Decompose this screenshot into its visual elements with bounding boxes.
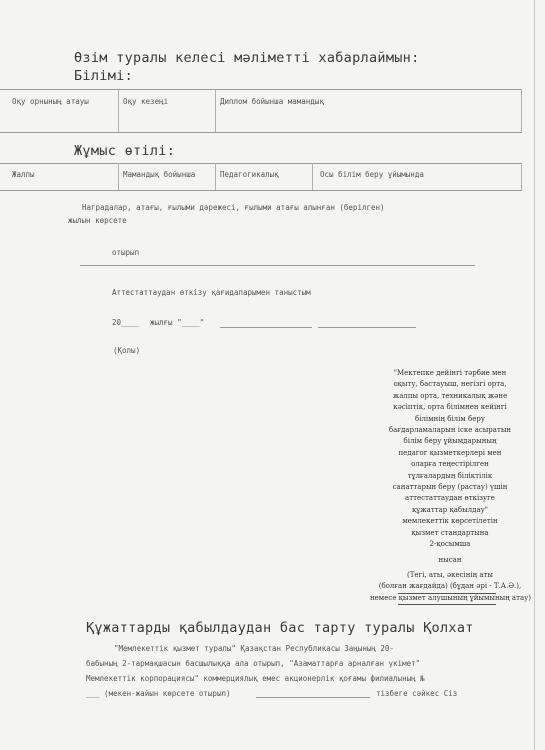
fill-line <box>256 697 370 698</box>
name-caption: (Тегі, аты, әкесінің аты <box>406 570 494 579</box>
name-caption: немесе қызмет алушының ұйымының атау) <box>370 593 531 602</box>
scan-edge <box>534 0 535 750</box>
appendix-line: тұлғалардың біліктілік <box>407 471 493 480</box>
appendix-line: оқыту, бастауыш, негізгі орта, <box>393 380 507 389</box>
refusal-paragraph: ___ (мекен-жайын көрсете отырып) <box>86 689 231 698</box>
table-divider <box>118 163 119 190</box>
education-title: Білімі: <box>74 68 133 84</box>
appendix-line: бағдарламаларын іске асыратын <box>388 426 512 435</box>
appendix-line: қызмет стандартына <box>411 528 489 537</box>
signature-label: (Қолы) <box>113 346 141 355</box>
table-header: Осы білім беру ұйымында <box>320 170 424 179</box>
intro-line: Өзім туралы келесі мәліметті хабарлаймын: <box>74 50 420 66</box>
appendix-note <box>370 368 530 604</box>
table-divider <box>118 89 119 132</box>
table-border <box>0 190 522 191</box>
awards-line: Наградалар, атағы, ғылыми дәрежесі, ғылыми атағы алынған (берілген) <box>82 203 385 212</box>
appendix-line: оларға теңестірілген <box>411 460 489 469</box>
table-header: Оқу орнының атауы <box>12 97 89 106</box>
awards-line: отырып <box>112 248 140 257</box>
refusal-paragraph: "Мемлекеттік қызмет туралы" Қазақстан Республикасы Заңының 20- <box>114 644 394 653</box>
appendix-line: құжаттар қабылдау" <box>412 505 488 514</box>
appendix-line: санаттарын беру (растау) үшін <box>392 483 508 492</box>
appendix-line: кәсіптік, орта білімнен кейінгі <box>393 403 507 412</box>
date-day: жылғы "____" <box>150 318 205 327</box>
table-divider <box>215 163 216 190</box>
appendix-line: аттестаттаудан өткізуге <box>405 494 495 503</box>
appendix-line: "Мектепке дейінгі тәрбие мен <box>393 369 507 377</box>
fill-line <box>398 593 496 594</box>
appendix-line: мемлекеттік көрсетілетін <box>402 517 498 526</box>
table-divider <box>215 89 216 132</box>
refusal-paragraph: тізбеге сәйкес Сіз <box>376 689 458 698</box>
appendix-line: 2-қосымша <box>429 540 471 549</box>
fill-line <box>398 604 496 605</box>
appendix-line: жалпы орта, техникалық және <box>392 391 508 400</box>
appendix-line: білімнің білім беру <box>415 414 485 423</box>
attestation-familiar: Аттестаттаудан өткізу қағидаларымен таныстым <box>112 288 311 297</box>
table-header: Педагогикалық <box>220 170 279 179</box>
date-year: 20____ <box>112 318 140 327</box>
work-title: Жұмыс өтілі: <box>74 143 176 159</box>
form-label: нысан <box>438 555 462 564</box>
appendix-line: педагог қызметкерлері мен <box>398 448 502 457</box>
refusal-title: Құжаттарды қабылдаудан бас тарту туралы Қолхат <box>86 620 474 636</box>
table-divider <box>521 163 522 190</box>
fill-line <box>80 265 475 266</box>
table-header: Оқу кезеңі <box>123 97 169 106</box>
appendix-line: білім беру ұйымдарының <box>403 437 497 446</box>
fill-line <box>318 327 416 328</box>
refusal-paragraph: Мемлекеттік корпорациясы" коммерциялық емес акционерлік қоғамы филиалының № <box>86 674 425 683</box>
table-divider <box>312 163 313 190</box>
refusal-paragraph: бабының 2-тармақшасын басшылыққа ала отырып, "Азаматтарға арналған үкімет" <box>86 659 421 668</box>
table-header: Диплом бойынша мамандық <box>220 97 324 106</box>
table-header: Мамандық бойынша <box>123 170 196 179</box>
table-border <box>0 89 522 90</box>
awards-line: жылын көрсете <box>68 216 127 225</box>
fill-line <box>220 327 312 328</box>
table-divider <box>521 89 522 132</box>
table-border <box>0 163 522 164</box>
table-border <box>0 132 522 133</box>
name-caption: (болған жағдайда) (бұдан әрі - Т.А.Ә.), <box>378 582 522 591</box>
table-header: Жалпы <box>12 170 35 179</box>
